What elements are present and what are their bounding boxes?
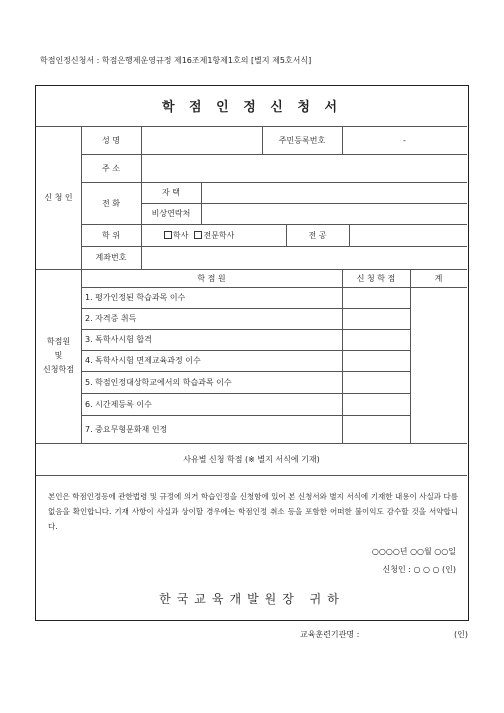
credit-item: 2. 자격증 취득 <box>85 314 137 323</box>
recipient-line: 한국교육개발원장 귀하 <box>159 592 345 606</box>
credit-item: 6. 시간제등록 이수 <box>85 399 152 409</box>
credit-item: 1. 평가인정된 학습과목 이수 <box>85 293 186 302</box>
form-caption: 학점인정신청서 : 학점은행제운영규정 제16조제1항제1호의 [별지 제5호서식] <box>40 56 312 65</box>
credit-application-form <box>35 85 469 621</box>
phone-label: 전 화 <box>102 198 120 208</box>
total-header: 계 <box>434 273 443 283</box>
emergency-contact-field[interactable] <box>201 203 467 224</box>
home-phone-field[interactable] <box>201 182 467 203</box>
applicant-section-label: 신 청 인 <box>44 193 73 202</box>
applied-credit-field[interactable] <box>342 371 410 393</box>
application-date: ○○○○년 ○○월 ○○일 <box>371 547 456 556</box>
divider <box>36 475 467 476</box>
account-number-field[interactable] <box>141 246 467 269</box>
name-field[interactable] <box>141 126 262 154</box>
credit-item: 4. 독학사시험 면제교육과정 이수 <box>85 356 201 365</box>
credit-source-header: 학 점 원 <box>197 273 226 283</box>
applied-credit-field[interactable] <box>342 415 410 443</box>
home-phone-label: 자 택 <box>162 188 180 197</box>
rrn-label: 주민등록번호 <box>278 135 326 145</box>
institution-name-label: 교육훈련기관명 : <box>300 630 360 639</box>
name-label: 성 명 <box>102 135 120 145</box>
reason-note: 사유별 신청 학점 (※ 별지 서식에 기재) <box>183 454 320 464</box>
credit-item: 7. 중요무형문화재 인정 <box>85 424 168 434</box>
credit-item: 5. 학점인정대상학교에서의 학습과목 이수 <box>85 377 232 387</box>
applied-credit-field[interactable] <box>342 350 410 371</box>
bachelor-checkbox[interactable]: 학사 <box>164 230 188 241</box>
emergency-contact-label: 비상연락처 <box>151 209 191 218</box>
applicant-signature-line: 신청인 : ○ ○ ○ (인) <box>382 565 456 574</box>
associate-checkbox[interactable]: 전문학사 <box>194 230 234 241</box>
applied-credit-field[interactable] <box>342 329 410 350</box>
address-label: 주 소 <box>102 163 120 173</box>
rrn-field[interactable]: - <box>403 135 406 145</box>
account-number-label: 계좌번호 <box>95 253 127 262</box>
total-credit-field[interactable] <box>410 287 467 443</box>
checkbox-icon <box>194 231 202 239</box>
applied-credit-field[interactable] <box>342 393 410 415</box>
major-field[interactable] <box>349 224 467 246</box>
institution-seal: (인) <box>454 630 468 639</box>
checkbox-icon <box>164 231 172 239</box>
applied-credit-field[interactable] <box>342 308 410 329</box>
applied-credit-field[interactable] <box>342 287 410 308</box>
applied-credits-header: 신 청 학 점 <box>356 273 396 283</box>
address-field[interactable] <box>141 154 467 182</box>
degree-label: 학 위 <box>102 230 120 240</box>
form-title: 학 점 인 정 신 청 서 <box>161 100 343 115</box>
major-label: 전 공 <box>308 230 327 240</box>
declaration-text: 본인은 학점인정등에 관한법령 및 규정에 의거 학습인정을 신청함에 있어 본 신청서와 별지 서식에 기재한 내용이 사실과 다름없음을 확인합니다. 기재 사항이 사실과 상이할 경우에는 학점인정 취소 등을 포함한 어떠한 불이익도 감수할 것을 서약합니다. <box>48 492 458 531</box>
degree-options <box>164 224 286 246</box>
credit-section-label: 학점원 및 신청학점 <box>43 337 74 374</box>
credit-item: 3. 독학사시험 합격 <box>85 335 152 344</box>
